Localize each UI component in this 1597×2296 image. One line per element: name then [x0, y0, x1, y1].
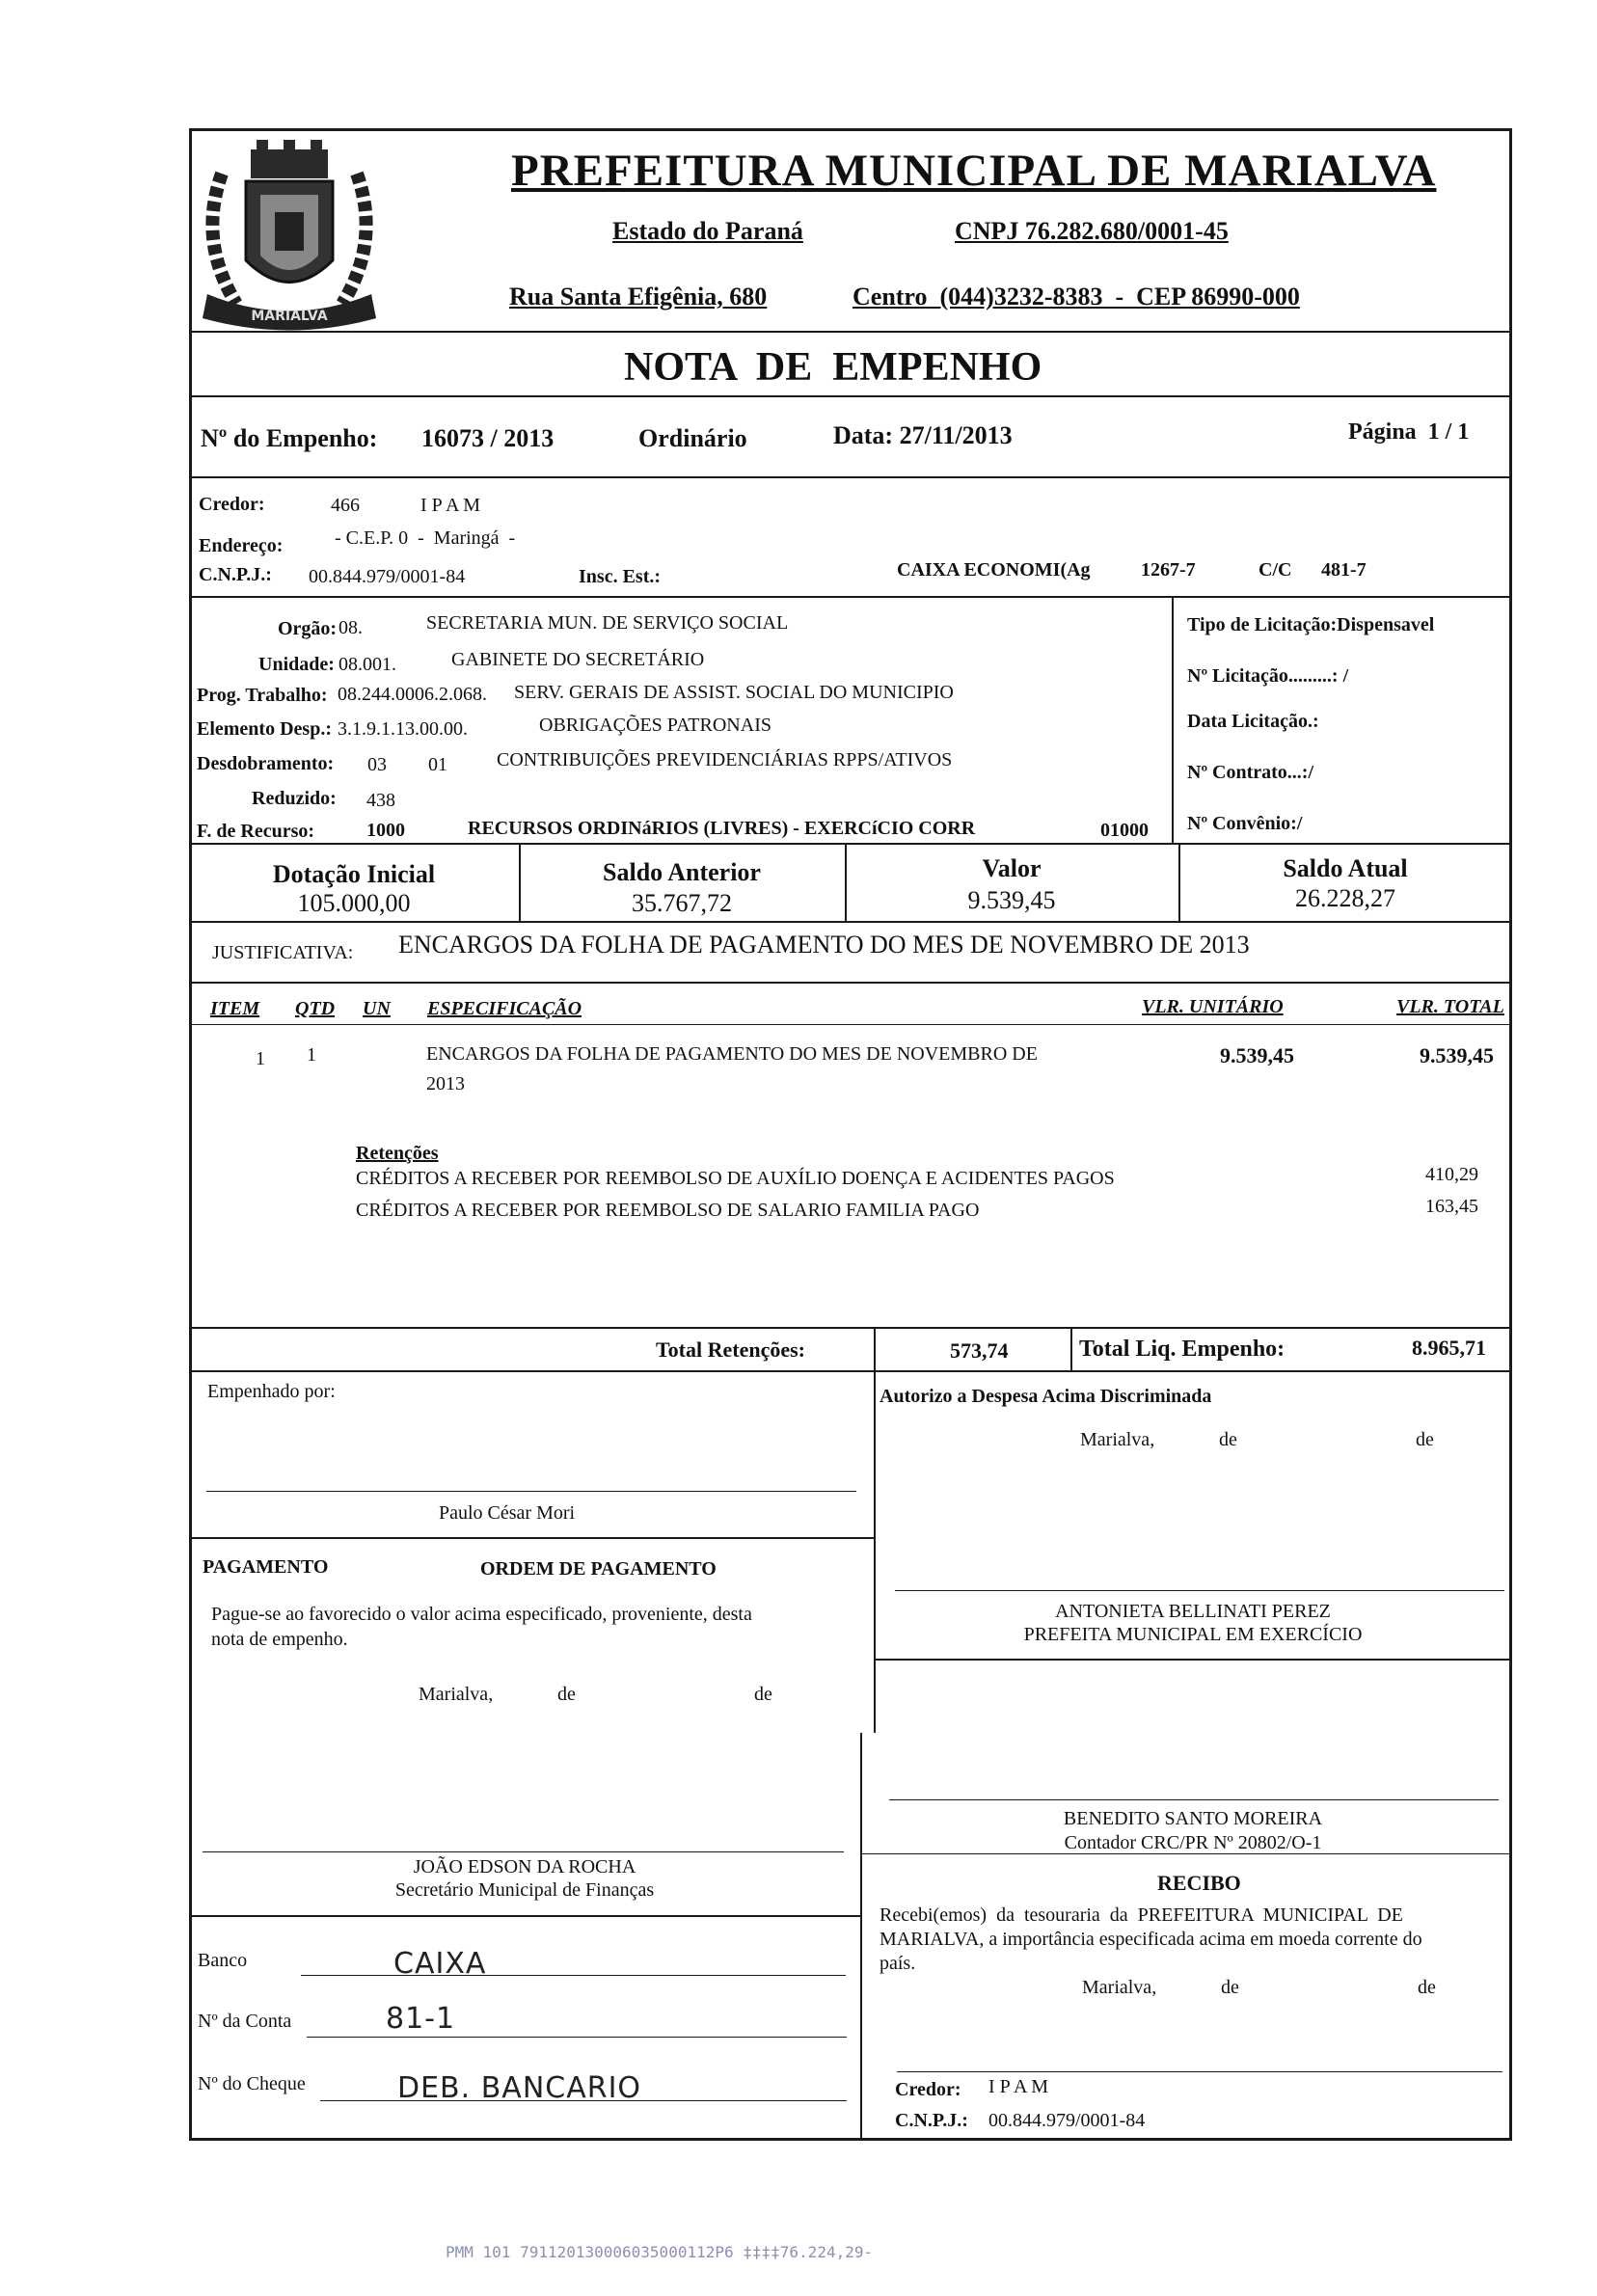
divider [189, 982, 1512, 984]
insc-est-label: Insc. Est.: [579, 566, 662, 587]
desdobramento-desc: CONTRIBUIÇÕES PREVIDENCIÁRIAS RPPS/ATIVOS [497, 749, 953, 770]
divider [189, 1915, 860, 1917]
empenho-number-label: Nº do Empenho: [201, 424, 378, 452]
col-vlr-unitario: VLR. UNITÁRIO [1142, 996, 1284, 1017]
empenhado-label: Empenhado por: [207, 1381, 336, 1402]
crest-ribbon-text: MARIALVA [251, 309, 328, 324]
secretario-role: Secretário Municipal de Finanças [394, 1879, 655, 1901]
numero-convenio: Nº Convênio:/ [1187, 813, 1303, 834]
col-qtd: QTD [295, 998, 336, 1019]
numero-licitacao: Nº Licitação.........: / [1187, 665, 1349, 687]
retencao-desc: CRÉDITOS A RECEBER POR REEMBOLSO DE SALARIO FAMILIA PAGO [356, 1200, 980, 1221]
divider [189, 331, 1512, 333]
signature-line [203, 1851, 844, 1852]
prog-trabalho-desc: SERV. GERAIS DE ASSIST. SOCIAL DO MUNICIPIO [514, 682, 954, 703]
pagamento-city: Marialva, [419, 1684, 494, 1705]
unidade-desc: GABINETE DO SECRETÁRIO [451, 649, 705, 670]
signature-line [206, 1491, 856, 1492]
justificativa-text: ENCARGOS DA FOLHA DE PAGAMENTO DO MES DE NOVEMBRO DE 2013 [398, 931, 1250, 959]
desdobramento-label: Desdobramento: [197, 753, 335, 774]
signature-line [889, 1799, 1499, 1800]
cnpj-label: C.N.P.J.: [199, 564, 272, 585]
recurso-label: F. de Recurso: [197, 821, 315, 842]
retencao-value: 163,45 [1425, 1196, 1478, 1217]
saldo-atual-label: Saldo Atual [1283, 854, 1408, 882]
recibo-credor-value: I P A M [988, 2076, 1049, 2097]
pagamento-de-2: de [754, 1684, 772, 1705]
col-item: ITEM [210, 998, 260, 1019]
recibo-cnpj-value: 00.844.979/0001-84 [988, 2110, 1146, 2131]
row-vlr-total: 9.539,45 [1420, 1043, 1494, 1067]
col-especificacao: ESPECIFICAÇÃO [427, 998, 582, 1019]
prefeita-role: PREFEITA MUNICIPAL EM EXERCÍCIO [1023, 1624, 1363, 1645]
cnpj-header: CNPJ 76.282.680/0001-45 [955, 217, 1229, 245]
credor-name: I P A M [420, 495, 481, 516]
retencao-desc: CRÉDITOS A RECEBER POR REEMBOLSO DE AUXÍLIO DOENÇA E ACIDENTES PAGOS [356, 1168, 1115, 1189]
divider [874, 1327, 876, 1371]
recibo-line-3: país. [880, 1953, 916, 1974]
recibo-city: Marialva, [1082, 1977, 1157, 1998]
credor-code: 466 [331, 495, 360, 516]
state-name: Estado do Paraná [612, 217, 803, 245]
elemento-desc: OBRIGAÇÕES PATRONAIS [539, 715, 771, 736]
cheque-value: DEB. BANCARIO [397, 2071, 642, 2105]
recurso-desc: RECURSOS ORDINáRIOS (LIVRES) - EXERCíCIO CORR [468, 818, 976, 839]
cheque-line [320, 2100, 847, 2101]
cc-label: C/C [1259, 559, 1292, 581]
document-title: NOTA DE EMPENHO [624, 345, 1042, 390]
address: Rua Santa Efigênia, 680 [509, 283, 768, 311]
recibo-cnpj-label: C.N.P.J.: [895, 2110, 968, 2131]
cc-value: 481-7 [1321, 559, 1367, 581]
tipo-licitacao: Tipo de Licitação:Dispensavel [1187, 614, 1435, 635]
ordem-pagamento-label: ORDEM DE PAGAMENTO [480, 1558, 717, 1580]
total-retencoes-value: 573,74 [950, 1338, 1009, 1363]
valor-value: 9.539,45 [967, 886, 1056, 914]
credor-label: Credor: [199, 494, 265, 515]
divider [189, 596, 1512, 598]
elemento-label: Elemento Desp.: [197, 718, 332, 740]
prefeita-name: ANTONIETA BELLINATI PEREZ [1055, 1601, 1331, 1622]
banco-label: Banco [198, 1950, 248, 1971]
endereco-label: Endereço: [199, 535, 284, 556]
recurso-number: 01000 [1100, 820, 1149, 841]
reduzido-value: 438 [366, 790, 395, 811]
endereco-value: - C.E.P. 0 - Maringá - [335, 527, 516, 549]
divider [189, 1327, 1512, 1329]
valor-label: Valor [982, 854, 1042, 882]
recibo-line-2: MARIALVA, a importância especificada acima em moeda corrente do [880, 1929, 1422, 1950]
divider [1070, 1327, 1072, 1371]
autorizo-de-1: de [1219, 1429, 1237, 1450]
desdobramento-a: 03 [367, 754, 387, 775]
district-phone-cep: Centro (044)3232-8383 - CEP 86990-000 [853, 283, 1300, 311]
total-liq-label: Total Liq. Empenho: [1079, 1337, 1286, 1362]
divider [874, 1659, 1512, 1661]
page-number: Página 1 / 1 [1348, 419, 1470, 445]
numero-contrato: Nº Contrato...:/ [1187, 762, 1314, 783]
recibo-title: RECIBO [1157, 1871, 1241, 1895]
bank-name: CAIXA ECONOMI(Ag [897, 559, 1091, 581]
reduzido-label: Reduzido: [252, 788, 337, 809]
dotacao-value: 105.000,00 [297, 889, 411, 917]
retencoes-title: Retenções [356, 1143, 439, 1164]
empenho-date: Data: 27/11/2013 [833, 421, 1013, 449]
divider [189, 476, 1512, 478]
conta-value: 81-1 [386, 2002, 456, 2036]
signature-line [897, 2071, 1502, 2072]
contador-role: Contador CRC/PR Nº 20802/O-1 [1064, 1832, 1322, 1853]
divider [189, 1537, 876, 1539]
banco-line [301, 1975, 846, 1976]
cheque-label: Nº do Cheque [198, 2073, 306, 2094]
saldo-atual-value: 26.228,27 [1295, 884, 1395, 912]
recibo-credor-label: Credor: [895, 2079, 961, 2100]
divider [874, 1370, 876, 1733]
municipality-title: PREFEITURA MUNICIPAL DE MARIALVA [511, 146, 1437, 196]
row-qtd: 1 [307, 1044, 316, 1066]
elemento-code: 3.1.9.1.13.00.00. [338, 718, 468, 740]
saldo-anterior-value: 35.767,72 [632, 889, 732, 917]
total-liq-value: 8.965,71 [1412, 1336, 1486, 1360]
divider [860, 1853, 1512, 1854]
crest-emblem [193, 135, 386, 338]
divider [1172, 596, 1174, 843]
recurso-code: 1000 [366, 820, 405, 841]
conta-label: Nº da Conta [198, 2011, 292, 2032]
desdobramento-b: 01 [428, 754, 447, 775]
row-especificacao-2: 2013 [426, 1073, 465, 1094]
credor-cnpj: 00.844.979/0001-84 [309, 566, 466, 587]
divider [189, 843, 1512, 845]
recibo-line-1: Recebi(emos) da tesouraria da PREFEITURA MUNICIPAL DE [880, 1904, 1403, 1926]
divider [860, 1733, 862, 2141]
secretario-name: JOÃO EDSON DA ROCHA [413, 1856, 636, 1877]
recibo-de-1: de [1221, 1977, 1239, 1998]
pagamento-text-1: Pague-se ao favorecido o valor acima especificado, proveniente, desta [211, 1604, 752, 1625]
pagamento-de-1: de [557, 1684, 576, 1705]
row-vlr-unitario: 9.539,45 [1220, 1043, 1294, 1067]
autorizo-city: Marialva, [1080, 1429, 1155, 1450]
banco-value: CAIXA [393, 1947, 487, 1981]
recibo-de-2: de [1418, 1977, 1436, 1998]
divider [189, 921, 1512, 923]
justificativa-label: JUSTIFICATIVA: [212, 942, 354, 963]
signature-line [895, 1590, 1504, 1591]
dotacao-label: Dotação Inicial [272, 860, 436, 888]
row-especificacao-1: ENCARGOS DA FOLHA DE PAGAMENTO DO MES DE NOVEMBRO DE [426, 1043, 1038, 1065]
row-item: 1 [256, 1048, 265, 1069]
empenhado-name: Paulo César Mori [439, 1502, 576, 1524]
prog-trabalho-code: 08.244.0006.2.068. [338, 684, 487, 705]
bank-stamp: PMM 101 791120130006035000112P6 ‡‡‡‡76.224,29- [446, 2243, 874, 2261]
orgao-desc: SECRETARIA MUN. DE SERVIÇO SOCIAL [426, 612, 789, 634]
contador-name: BENEDITO SANTO MOREIRA [1063, 1808, 1323, 1829]
prog-trabalho-label: Prog. Trabalho: [197, 685, 328, 706]
bank-agency: 1267-7 [1141, 559, 1196, 581]
unidade-code: 08.001. [338, 654, 396, 675]
col-vlr-total: VLR. TOTAL [1396, 996, 1504, 1017]
unidade-label: Unidade: [258, 654, 335, 675]
orgao-code: 08. [338, 617, 363, 638]
conta-line [307, 2037, 847, 2038]
divider [189, 395, 1512, 397]
autorizo-label: Autorizo a Despesa Acima Discriminada [880, 1386, 1212, 1407]
autorizo-de-2: de [1416, 1429, 1434, 1450]
data-licitacao: Data Licitação.: [1187, 711, 1319, 732]
pagamento-text-2: nota de empenho. [211, 1629, 348, 1650]
orgao-label: Orgão: [278, 618, 338, 639]
divider [189, 1024, 1512, 1025]
pagamento-label: PAGAMENTO [203, 1556, 329, 1578]
retencao-value: 410,29 [1425, 1164, 1478, 1185]
empenho-number: 16073 / 2013 [421, 424, 555, 452]
col-un: UN [363, 998, 391, 1019]
saldo-anterior-label: Saldo Anterior [603, 858, 761, 886]
empenho-type: Ordinário [638, 424, 747, 452]
total-retencoes-label: Total Retenções: [656, 1337, 805, 1362]
divider [189, 1370, 1512, 1372]
